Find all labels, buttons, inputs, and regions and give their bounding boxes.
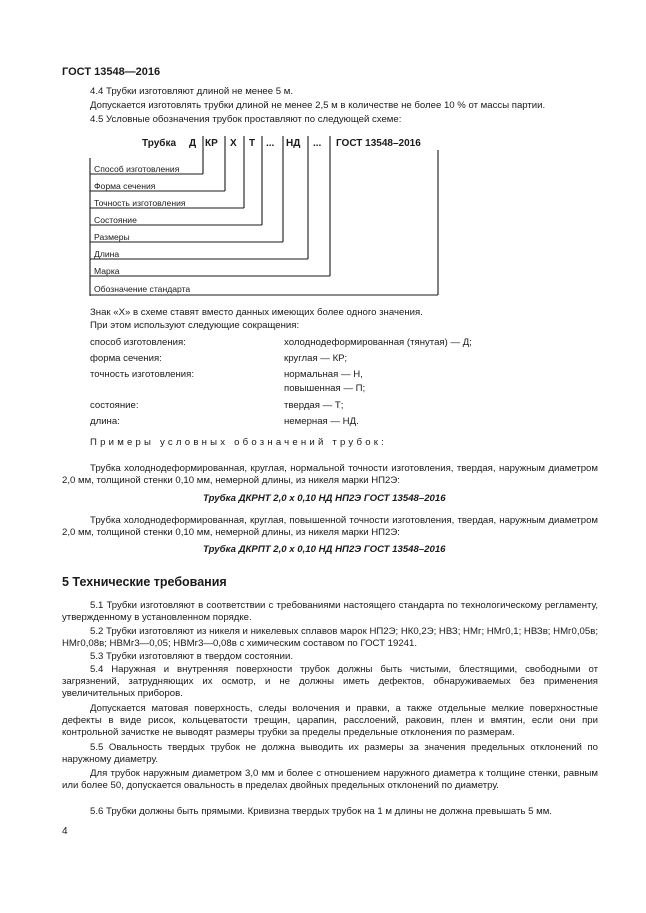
- example2-designation: Трубка ДКРПТ 2,0 х 0,10 НД НП2Э ГОСТ 13548–2016: [203, 544, 446, 555]
- scheme-head-grade: ...: [313, 138, 322, 149]
- note-line1: Знак «Х» в схеме ставят вместо данных имеющих более одного значения.: [90, 307, 423, 318]
- scheme-head-accuracy: Х: [230, 138, 237, 149]
- scheme-head-state: Т: [249, 138, 256, 149]
- scheme-label-length: Длина: [94, 249, 120, 259]
- clause-5-5: 5.5 Овальность твердых трубок не должна выводить их размеры за значения предельных отклонений по наружному диаметру.: [62, 742, 598, 765]
- scheme-label-standard: Обозначение стандарта: [94, 284, 191, 294]
- abbr-value: нормальная — Н,: [284, 369, 363, 380]
- scheme-label-accuracy: Точность изготовления: [94, 198, 186, 208]
- scheme-head-method: Д: [189, 138, 197, 149]
- abbr-value: твердая — Т;: [284, 400, 344, 411]
- abbr-value: повышенная — П;: [284, 383, 366, 394]
- abbr-term: длина:: [90, 416, 120, 427]
- examples-title: Примеры условных обозначений трубок:: [90, 437, 388, 448]
- clause-5-3: 5.3 Трубки изготовляют в твердом состоянии.: [90, 651, 294, 662]
- example1-designation: Трубка ДКРНТ 2,0 х 0,10 НД НП2Э ГОСТ 13548–2016: [203, 493, 446, 504]
- clause-4-4-line2: Допускается изготовлять трубки длиной не менее 2,5 м в количестве не более 10 % от массы партии.: [90, 100, 546, 111]
- example2-text: Трубка холоднодеформированная, круглая, повышенной точности изготовления, твердая, наружным диаметром 2,0 мм, толщиной стенки 0,10 мм, немерной длины, из никеля марки НП2Э:: [62, 515, 598, 538]
- clause-4-5: 4.5 Условные обозначения трубок проставляют по следующей схеме:: [90, 114, 402, 125]
- clause-5-4-continued: Допускается матовая поверхность, следы волочения и правки, а также отдельные мелкие поверхностные дефекты в виде рисок, кольцеватости трещин, царапин, расслоений, раковин, плен и вмятин, если они при контрольной зачистке не выводят размеры трубки за пределы предельные отклонения по размерам.: [62, 703, 598, 738]
- scheme-label-method: Способ изготовления: [94, 164, 180, 174]
- scheme-head-sizes: ...: [266, 138, 275, 149]
- abbr-term: способ изготовления:: [90, 337, 186, 348]
- clause-5-2: 5.2 Трубки изготовляют из никеля и никелевых сплавов марок НП2Э; НК0,2Э; НВЗ; НМг; НМг0,1; НВЗв; НМг0,05в; НМг0,08в; НВМг3—0,05; НВМг3—0,08в с химическим составом по ГОСТ 19241.: [62, 626, 598, 649]
- scheme-head-standard: ГОСТ 13548–2016: [336, 138, 421, 149]
- scheme-label-shape: Форма сечения: [94, 181, 156, 191]
- scheme-head-shape: КР: [205, 138, 218, 149]
- clause-4-4-line1: 4.4 Трубки изготовляют длиной не менее 5 м.: [90, 86, 294, 97]
- scheme-label-grade: Марка: [94, 266, 120, 276]
- clause-5-1: 5.1 Трубки изготовляют в соответствии с требованиями настоящего стандарта по технологическому регламенту, утвержденному в установленном порядке.: [62, 600, 598, 623]
- example1-text: Трубка холоднодеформированная, круглая, нормальной точности изготовления, твердая, наружным диаметром 2,0 мм, толщиной стенки 0,10 мм, немерной длины, из никеля марки НП2Э:: [62, 463, 598, 486]
- abbr-value: круглая — КР;: [284, 353, 348, 364]
- abbr-term: форма сечения:: [90, 353, 162, 364]
- scheme-head-length: НД: [286, 138, 301, 149]
- note-line2: При этом используют следующие сокращения:: [90, 320, 300, 331]
- scheme-label-sizes: Размеры: [94, 232, 130, 242]
- scheme-label-state: Состояние: [94, 215, 137, 225]
- abbr-term: состояние:: [90, 400, 139, 411]
- designation-scheme: [62, 128, 462, 303]
- page-number: 4: [62, 826, 68, 837]
- document-header: ГОСТ 13548—2016: [62, 66, 161, 78]
- clause-5-6: 5.6 Трубки должны быть прямыми. Кривизна твердых трубок на 1 м длины не должна превышать 5 мм.: [90, 806, 552, 817]
- abbr-value: холоднодеформированная (тянутая) — Д;: [284, 337, 472, 348]
- abbr-value: немерная — НД.: [284, 416, 359, 427]
- clause-5-5-continued: Для трубок наружным диаметром 3,0 мм и более с отношением наружного диаметра к толщине стенки, равным или более 50, допускается овальность в пределах двойных предельных отклонений по диаметру.: [62, 768, 598, 791]
- abbr-term: точность изготовления:: [90, 369, 195, 380]
- clause-5-4: 5.4 Наружная и внутренняя поверхности трубок должны быть чистыми, блестящими, свободными от загрязнений, затрудняющих их осмотр, и не должны иметь дефектов, обнаруживаемых без применения увеличительных приборов.: [62, 664, 598, 699]
- scheme-head-trubka: Трубка: [142, 138, 177, 149]
- section-5-title: 5 Технические требования: [62, 575, 227, 589]
